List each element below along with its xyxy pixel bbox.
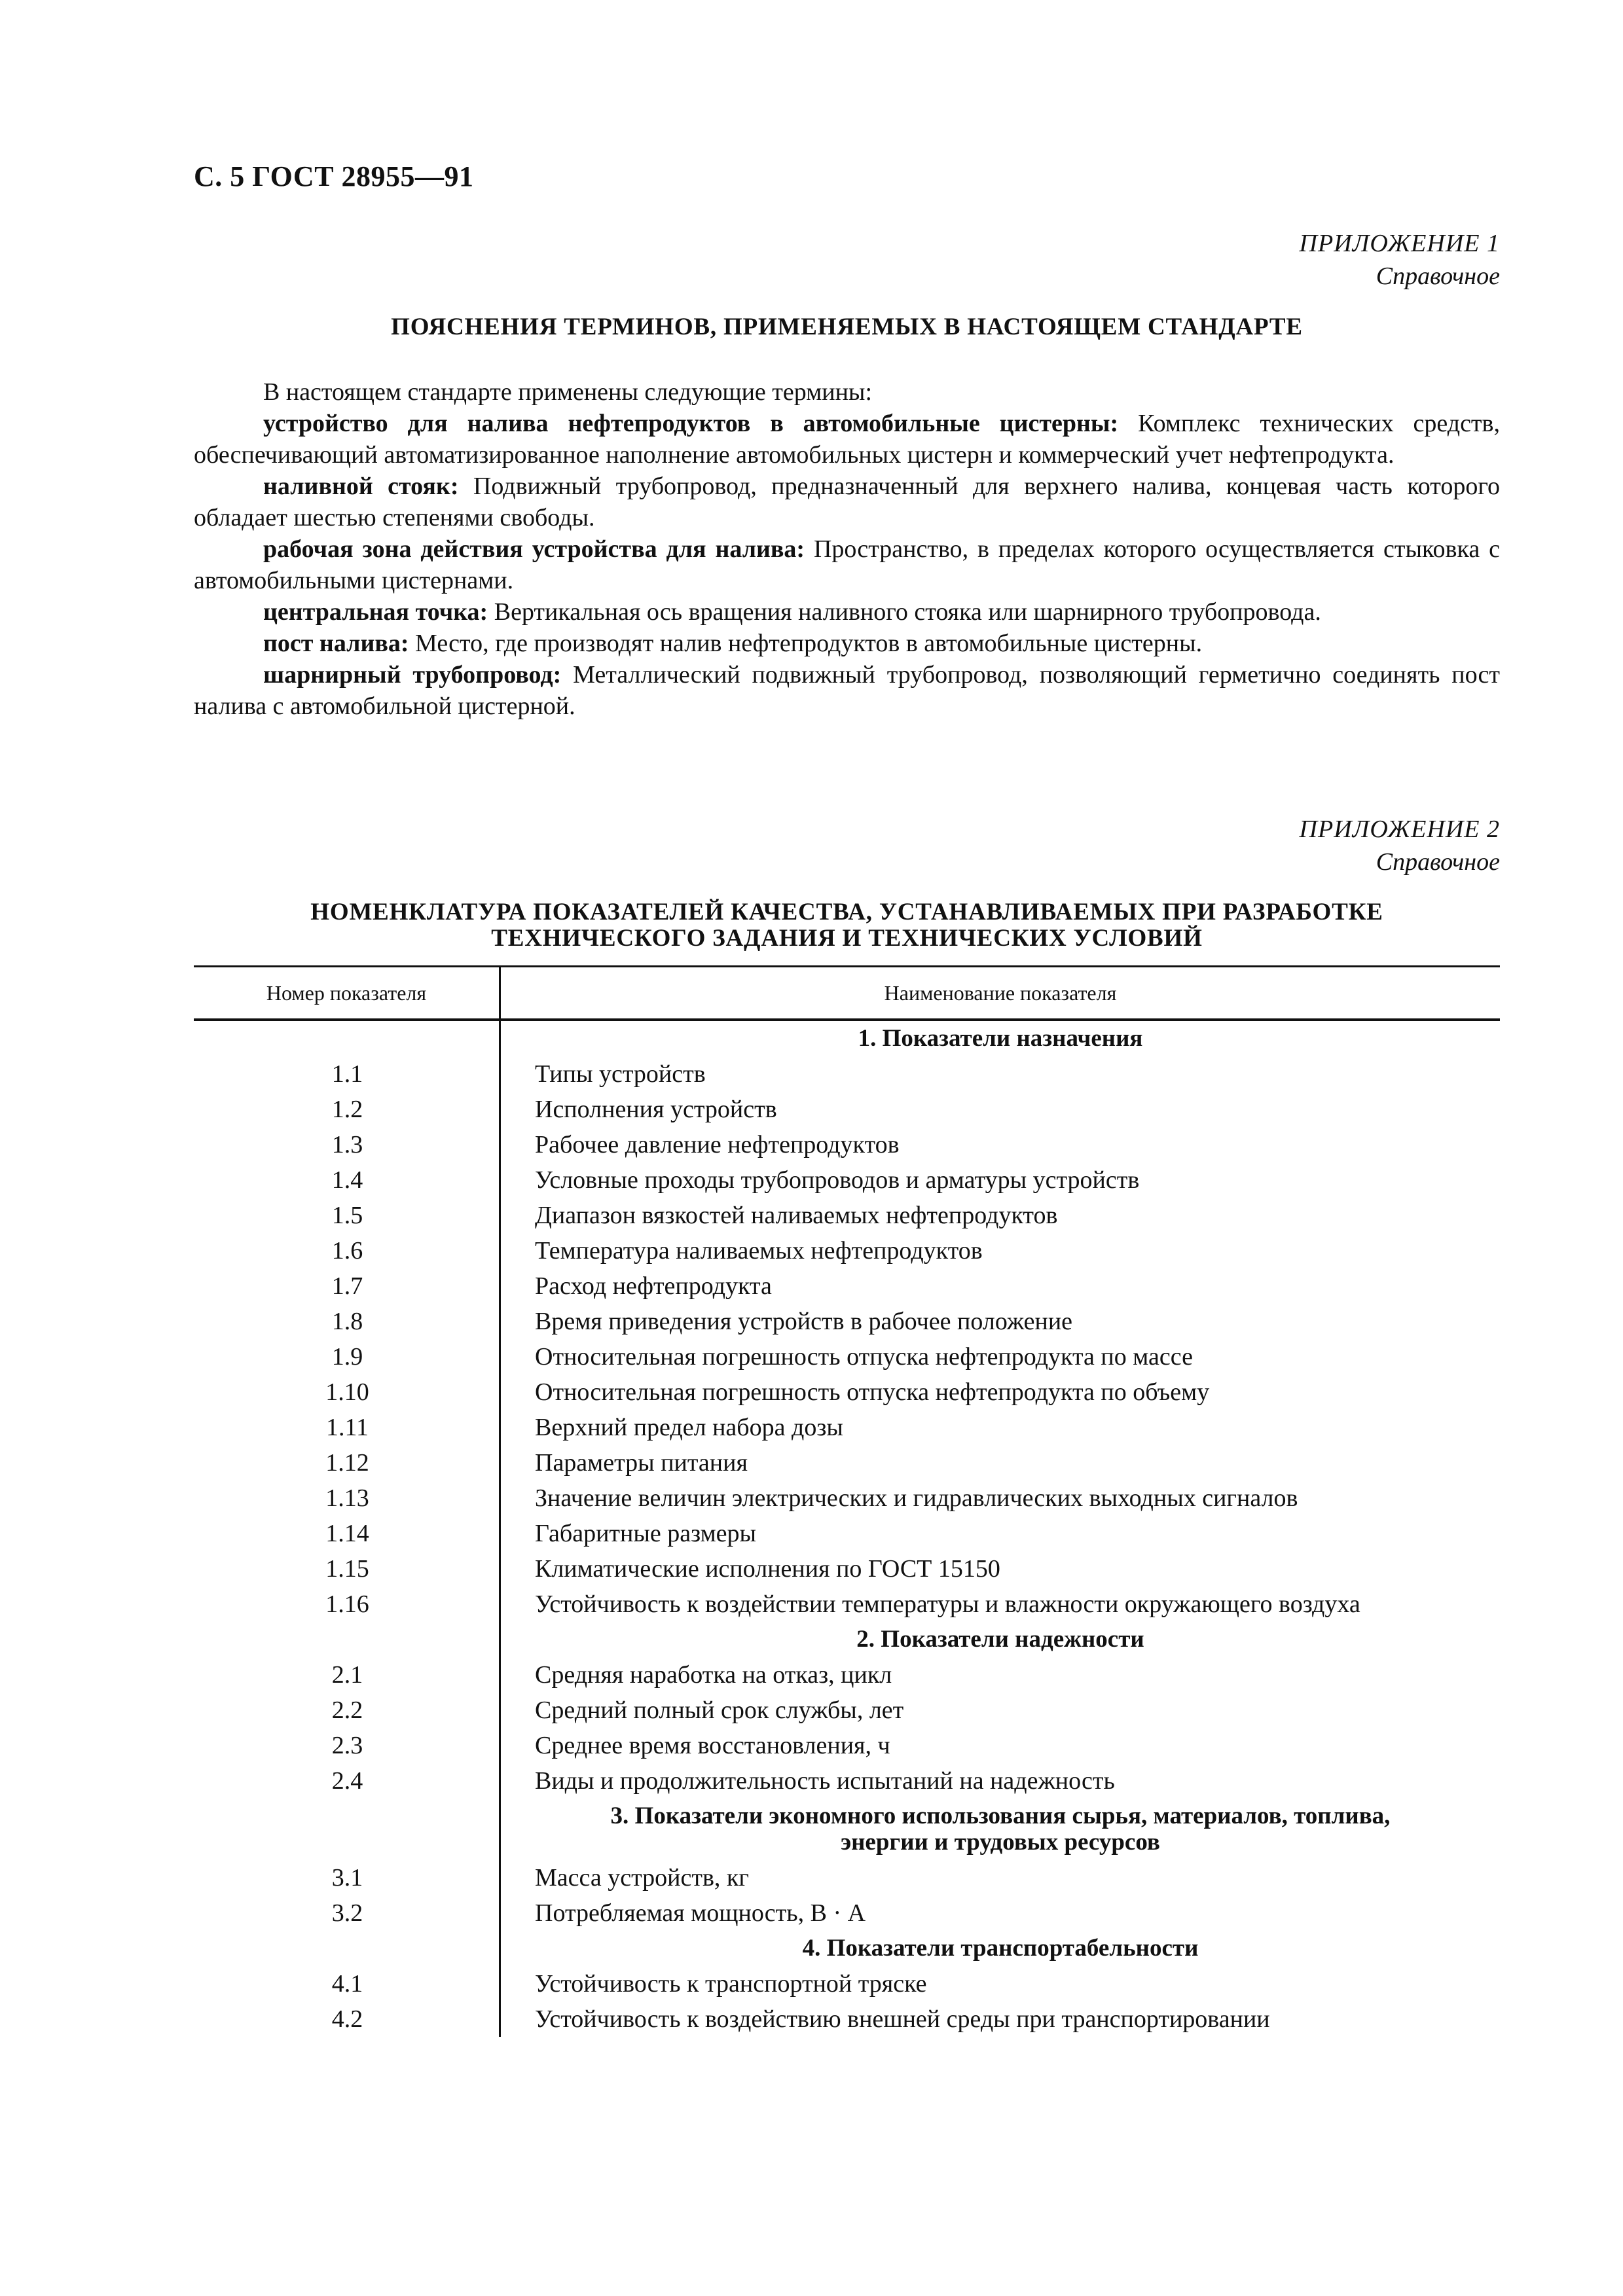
appendix-1-label: [1300, 227, 1500, 293]
term-definition: [194, 596, 1500, 628]
term-name: устройство для налива нефтепродуктов в автомобильные цистерны:: [263, 410, 1119, 437]
appendix-2-label: [1300, 813, 1500, 878]
indicator-name: Условные проходы трубопроводов и арматуры устройств: [535, 1166, 1140, 1194]
section-title: [501, 1622, 1500, 1657]
terms-list: [194, 408, 1500, 722]
table-row: [194, 1410, 1500, 1445]
table-row: [194, 1657, 1500, 1693]
section-title: [501, 1021, 1500, 1056]
term-text: Место, где производят налив нефтепродуктов в автомобильные цистерны.: [409, 630, 1203, 657]
indicator-number: 2.4: [331, 1767, 363, 1795]
table-row: [194, 1198, 1500, 1233]
section-number-cell: [194, 1622, 501, 1657]
table-row: [194, 1445, 1500, 1480]
column-header-name: Наименование показателя: [884, 980, 1117, 1005]
table-row: [194, 1162, 1500, 1198]
indicator-number: 1.5: [331, 1202, 363, 1229]
section-heading-row: [194, 1622, 1500, 1657]
term-name: рабочая зона действия устройства для налива:: [263, 535, 805, 563]
section-heading-row: [194, 1799, 1500, 1860]
indicator-name: Средняя наработка на отказ, цикл: [535, 1661, 892, 1689]
term-text: Пространство, в пределах которого осуществляется стыковка с автомобильными цистернами.: [194, 535, 1500, 594]
appendix-2-title-line-2: ТЕХНИЧЕСКОГО ЗАДАНИЯ И ТЕХНИЧЕСКИХ УСЛОВИЙ: [491, 925, 1203, 952]
table-row: [194, 1127, 1500, 1162]
section-title: [501, 1931, 1500, 1966]
indicator-name: Устойчивость к воздействии температуры и влажности окружающего воздуха: [535, 1590, 1360, 1618]
term-text: Подвижный трубопровод, предназначенный для верхнего налива, концевая часть которого обладает шестью степенями свободы.: [194, 473, 1500, 531]
indicator-number: 1.7: [331, 1272, 363, 1300]
appendix-1-title: ПОЯСНЕНИЯ ТЕРМИНОВ, ПРИМЕНЯЕМЫХ В НАСТОЯЩЕМ СТАНДАРТЕ: [391, 314, 1303, 340]
appendix-2-type: Справочное: [1376, 848, 1500, 876]
table-row: [194, 1860, 1500, 1895]
appendix-1-type: Справочное: [1376, 262, 1500, 290]
indicator-name: Средний полный срок службы, лет: [535, 1696, 904, 1724]
term-text: Металлический подвижный трубопровод, позволяющий герметично соединять пост налива с автомобильной цистерной.: [194, 661, 1501, 720]
indicator-name: Время приведения устройств в рабочее положение: [535, 1308, 1073, 1335]
table-row: [194, 1895, 1500, 1931]
indicator-number: 1.8: [331, 1308, 363, 1335]
section-number-cell: [194, 1799, 501, 1860]
terms-section: [194, 376, 1500, 722]
section-title-line: 2. Показатели надежности: [856, 1626, 1144, 1653]
indicator-name: Относительная погрешность отпуска нефтепродукта по массе: [535, 1343, 1193, 1371]
column-header-number: Номер показателя: [194, 967, 501, 1018]
indicator-number: 2.1: [331, 1661, 363, 1689]
indicator-number: 1.10: [325, 1378, 369, 1406]
table-row: [194, 1233, 1500, 1268]
indicator-number: 1.2: [331, 1096, 363, 1123]
indicator-name: Рабочее давление нефтепродуктов: [535, 1131, 900, 1158]
indicator-number: 1.15: [325, 1555, 369, 1583]
table-row: [194, 1480, 1500, 1516]
indicator-name: Климатические исполнения по ГОСТ 15150: [535, 1555, 1000, 1583]
section-heading-row: [194, 1021, 1500, 1056]
indicator-name: Относительная погрешность отпуска нефтепродукта по объему: [535, 1378, 1210, 1406]
term-name: шарнирный трубопровод:: [263, 661, 562, 689]
table-row: [194, 1693, 1500, 1728]
indicator-name: Масса устройств, кг: [535, 1864, 749, 1892]
term-text: Вертикальная ось вращения наливного стояка или шарнирного трубопровода.: [488, 598, 1321, 626]
indicator-name: Расход нефтепродукта: [535, 1272, 772, 1300]
table-row: [194, 1056, 1500, 1092]
table-header: [194, 967, 1500, 1021]
term-name: центральная точка:: [263, 598, 488, 626]
indicator-name: Среднее время восстановления, ч: [535, 1732, 890, 1759]
section-number-cell: [194, 1021, 501, 1056]
indicator-name: Устойчивость к транспортной тряске: [535, 1970, 927, 1998]
appendix-2-title: [194, 899, 1500, 952]
indicator-number: 2.3: [331, 1732, 363, 1759]
table-row: [194, 1728, 1500, 1763]
indicator-name: Виды и продолжительность испытаний на надежность: [535, 1767, 1115, 1795]
indicator-number: 1.11: [325, 1414, 369, 1441]
term-definition: [194, 408, 1500, 471]
indicator-name: Исполнения устройств: [535, 1096, 777, 1123]
term-definition: [194, 471, 1500, 533]
indicator-number: 1.13: [325, 1484, 369, 1512]
section-title: [501, 1799, 1500, 1860]
table-row: [194, 1339, 1500, 1374]
table-row: [194, 1374, 1500, 1410]
indicator-number: 3.2: [331, 1899, 363, 1927]
table-row: [194, 1966, 1500, 2001]
term-definition: [194, 659, 1500, 722]
indicator-number: 1.14: [325, 1520, 369, 1547]
table-body: [194, 1021, 1500, 2037]
indicator-name: Габаритные размеры: [535, 1520, 757, 1547]
indicator-number: 1.3: [331, 1131, 363, 1158]
section-number-cell: [194, 1931, 501, 1966]
indicator-number: 1.16: [325, 1590, 369, 1618]
indicator-number: 1.12: [325, 1449, 369, 1477]
term-name: наливной стояк:: [263, 473, 459, 500]
indicator-name: Устойчивость к воздействию внешней среды при транспортировании: [535, 2005, 1270, 2033]
indicator-name: Температура наливаемых нефтепродуктов: [535, 1237, 983, 1265]
term-name: пост налива:: [263, 630, 409, 657]
indicator-number: 3.1: [331, 1864, 363, 1892]
indicator-number: 1.9: [331, 1343, 363, 1371]
column-divider: [499, 1021, 501, 2037]
indicator-number: 4.2: [331, 2005, 363, 2033]
table-row: [194, 1587, 1500, 1622]
table-row: [194, 1516, 1500, 1551]
indicator-name: Значение величин электрических и гидравлических выходных сигналов: [535, 1484, 1298, 1512]
table-row: [194, 1268, 1500, 1304]
indicator-number: 4.1: [331, 1970, 363, 1998]
indicator-number: 1.4: [331, 1166, 363, 1194]
quality-indicators-table: [194, 965, 1500, 2037]
page-header: С. 5 ГОСТ 28955—91: [194, 160, 474, 192]
appendix-2-number: ПРИЛОЖЕНИЕ 2: [1299, 816, 1500, 843]
indicator-number: 1.6: [331, 1237, 363, 1265]
table-row: [194, 1304, 1500, 1339]
indicator-name: Диапазон вязкостей наливаемых нефтепродуктов: [535, 1202, 1058, 1229]
table-row: [194, 2001, 1500, 2037]
term-definition: [194, 628, 1500, 659]
table-row: [194, 1763, 1500, 1799]
section-title-line: энергии и трудовых ресурсов: [841, 1829, 1160, 1856]
indicator-name: Типы устройств: [535, 1060, 706, 1088]
section-title-line: 3. Показатели экономного использования сырья, материалов, топлива,: [610, 1803, 1391, 1829]
term-definition: [194, 533, 1500, 596]
indicator-name: Потребляемая мощность, В · А: [535, 1899, 866, 1927]
terms-intro: В настоящем стандарте применены следующие термины:: [263, 378, 872, 406]
indicator-number: 1.1: [331, 1060, 363, 1088]
table-row: [194, 1092, 1500, 1127]
section-heading-row: [194, 1931, 1500, 1966]
section-title-line: 1. Показатели назначения: [858, 1025, 1143, 1052]
indicator-name: Параметры питания: [535, 1449, 748, 1477]
table-row: [194, 1551, 1500, 1587]
section-title-line: 4. Показатели транспортабельности: [802, 1935, 1199, 1962]
term-text: Комплекс технических средств, обеспечивающий автоматизированное наполнение автомобильных цистерн и коммерческий учет нефтепродукта.: [194, 410, 1500, 469]
indicator-number: 2.2: [331, 1696, 363, 1724]
appendix-2-title-line-1: НОМЕНКЛАТУРА ПОКАЗАТЕЛЕЙ КАЧЕСТВА, УСТАНАВЛИВАЕМЫХ ПРИ РАЗРАБОТКЕ: [310, 899, 1383, 925]
indicator-name: Верхний предел набора дозы: [535, 1414, 843, 1441]
appendix-1-number: ПРИЛОЖЕНИЕ 1: [1299, 230, 1500, 257]
